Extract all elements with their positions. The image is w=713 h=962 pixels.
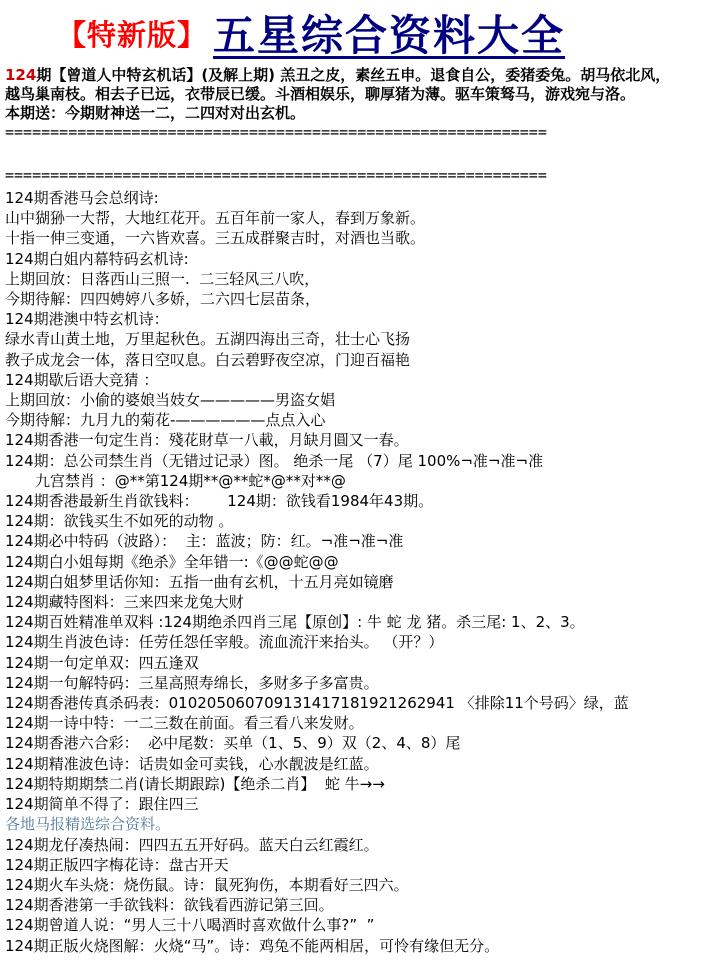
content-line: 124期白姐梦里话你知：五指一曲有玄机，十五月亮如镜磨 bbox=[5, 572, 394, 591]
content-line: 124期必中特码（波路）： 主：蓝波；防：红。¬准¬准¬准 bbox=[5, 532, 404, 551]
content-line: 今期待解：四四娉婷八多娇，二六四七层苗条， bbox=[5, 290, 321, 309]
content-line: 124期香港第一手欲钱料：欲钱看西游记第三回。 bbox=[5, 896, 334, 915]
content-line: 124期简单不得了：跟住四三 bbox=[5, 795, 199, 814]
content-lines bbox=[5, 188, 709, 956]
content-line: 上期回放：小偷的婆娘当妓女—————男盗女娼 bbox=[5, 391, 336, 410]
intro-issue-number: 124 bbox=[5, 66, 37, 84]
content-line: 124期曾道人说：“男人三十八喝酒时喜欢做什么事?” ” bbox=[5, 916, 375, 935]
separator-gap bbox=[5, 139, 709, 166]
content-line: 各地马报精选综合资料。 bbox=[5, 815, 171, 834]
content-line: 山中猢狲一大帮，大地红花开。五百年前一家人，春到万象新。 bbox=[5, 209, 426, 228]
content-line: 今期待解：九月九的菊花-——————点点入心 bbox=[5, 411, 326, 430]
content-line: 124期港澳中特玄机诗： bbox=[5, 310, 169, 329]
content-line: 124期一句解特码：三星高照寿绵长，多财多子多富贵。 bbox=[5, 673, 379, 692]
content-line: 124期龙仔凑热闹：四四五五开好码。蓝天白云红霞红。 bbox=[5, 835, 379, 854]
edition-badge: 【特新版】 bbox=[57, 17, 208, 52]
content-line: 124期一句定单双：四五逢双 bbox=[5, 653, 199, 672]
page-header bbox=[5, 4, 709, 62]
content-line: 124期百姓精准单双料 :124期绝杀四肖三尾【原创】: 牛 蛇 龙 猪。杀三尾: 1、2、3。 bbox=[5, 613, 585, 632]
page-title: 五星综合资料大全 bbox=[213, 11, 566, 60]
content-line: 教子成龙会一体，落日空叹息。白云碧野夜空凉，门迎百福艳 bbox=[5, 350, 411, 369]
content-line: 124期白姐内幕特码玄机诗: bbox=[5, 249, 189, 268]
content-line: 124期：欲钱买生不如死的动物 。 bbox=[5, 512, 234, 531]
content-line: 124期火车头烧：烧伤鼠。诗：鼠死狗伤，本期看好三四六。 bbox=[5, 875, 409, 894]
content-line: 124期香港一句定生肖：殘花財草一八載，月缺月圓又一春。 bbox=[5, 431, 409, 450]
content-line: 124期特期期禁二肖(请长期跟踪)【绝杀二肖】 蛇 牛→→ bbox=[5, 774, 385, 793]
intro-line-3: 本期送：今期财神送一二，二四对对出玄机。 bbox=[5, 104, 306, 122]
content-line: 124期香港传真杀码表：010205060709131417181921262941 〈排除11个号码〉绿，蓝 bbox=[5, 694, 629, 713]
content-line: 124期香港最新生肖欲钱料： 124期：欲钱看1984年43期。 bbox=[5, 492, 434, 511]
intro-line-1: 期【曾道人中特玄机话】(及解上期) 羔丑之皮，素丝五申。退食自公，委猪委兔。胡马依北风， bbox=[36, 66, 671, 84]
content-line: 124期香港马会总纲诗: bbox=[5, 189, 159, 207]
content-line: 124期正版四字梅花诗：盘古开天 bbox=[5, 855, 229, 874]
content-line: 124期香港六合彩： 必中尾数：买单（1、5、9）双（2、4、8）尾 bbox=[5, 734, 461, 753]
content-line: 九宫禁肖 ：@**第124期**@**蛇*@**对**@ bbox=[5, 471, 346, 490]
intro-paragraph bbox=[5, 66, 709, 123]
content-line: 124期精准波色诗：话贵如金可卖钱，心水靓波是红蓝。 bbox=[5, 754, 379, 773]
content-line: 绿水青山黄土地，万里起秋色。五湖四海出三奇，壮士心飞扬 bbox=[5, 330, 411, 349]
content-line: 124期歇后语大竞猜 ： bbox=[5, 370, 159, 389]
content-line: 十指一伸三变通，一六皆欢喜。三五成群聚吉时，对酒也当歌。 bbox=[5, 229, 426, 248]
content-line: 124期：总公司禁生肖（无错过记录）图。 绝杀一尾 （7）尾 100%¬准¬准¬准 bbox=[5, 451, 544, 470]
content-line: 124期一诗中特：一二三数在前面。看三看八来发财。 bbox=[5, 714, 364, 733]
separator-line-bottom: ============================================================ bbox=[5, 168, 547, 182]
content-line: 124期藏特图料：三来四来龙兔大财 bbox=[5, 593, 244, 612]
intro-line-2: 越鸟巢南枝。相去子已远，衣带辰已缓。斗酒相娱乐，聊厚猪为薄。驱车策驽马，游戏宛与洛。 bbox=[5, 85, 636, 103]
content-line: 上期回放：日落西山三照一. 二三轻风三八吹， bbox=[5, 269, 320, 288]
content-line: 124期白小姐每期《绝杀》全年错一:《@@蛇@@ bbox=[5, 552, 339, 571]
content-line: 124期生肖波色诗：任劳任怨任宰般。流血流汗来抬头。 （开？） bbox=[5, 633, 444, 652]
separator-line-top: ============================================================ bbox=[5, 125, 547, 139]
content-line: 124期正版火烧图解：火烧“马”。诗：鸡兔不能两相居，可怜有缘但无分。 bbox=[5, 936, 500, 955]
